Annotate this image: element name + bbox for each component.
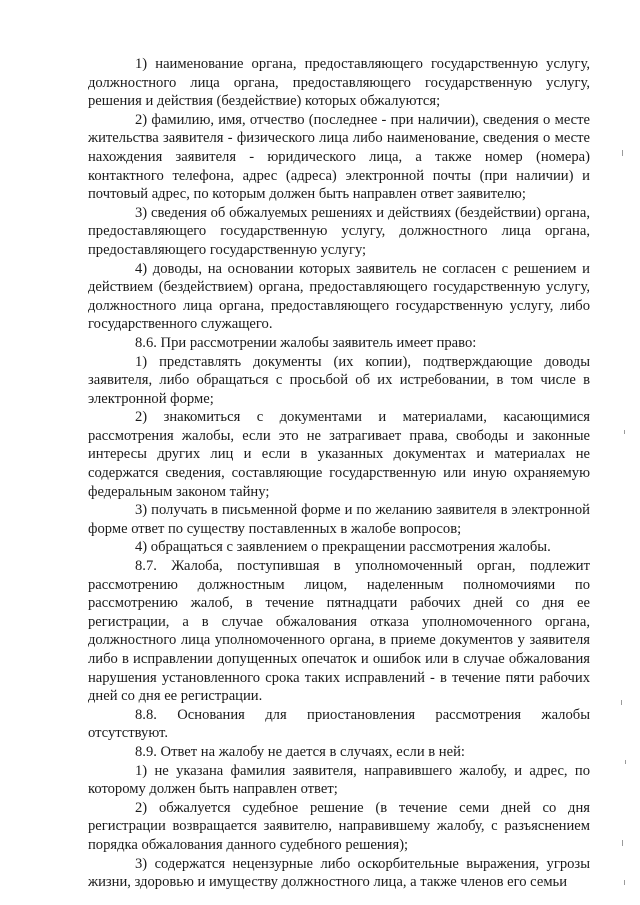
document-page [88, 55, 590, 892]
list-item-8-6-4: 4) обращаться с заявлением о прекращении рассмотрения жалобы. [135, 539, 551, 556]
section-8-6: 8.6. При рассмотрении жалобы заявитель имеет право: [135, 334, 477, 351]
section-8-7: 8.7. Жалоба, поступившая в уполномоченный орган, подлежит рассмотрению должностным лицом, наделенным полномочиями по рассмотрению жалоб, в течение пятнадцати рабочих дней со дня ее регистрации, а в случае обжалования отказа уполномоченного органа, должностного лица уполномоченного органа, в приеме документов у заявителя либо в исправлении допущенных опечаток и ошибок или в случае обжалования нарушения установленного срока таких исправлений - в течение пяти рабочих дней со дня ее регистрации. [88, 558, 590, 705]
list-item-8-9-2: 2) обжалуется судебное решение (в течение семи дней со дня регистрации возвращается заявителю, направившему жалобу, с разъяснением порядка обжалования данного судебного решения); [88, 799, 590, 853]
list-item-3-appealed-decisions: 3) сведения об обжалуемых решениях и действиях (бездействии) органа, предоставляющего государственную услугу, должностного лица органа, предоставляющего государственную услугу; [88, 204, 590, 258]
list-item-8-6-3: 3) получать в письменной форме и по желанию заявителя в электронной форме ответ по существу поставленных в жалобе вопросов; [88, 502, 590, 537]
scan-artifact [625, 760, 626, 764]
section-8-9: 8.9. Ответ на жалобу не дается в случаях, если в ней: [135, 743, 465, 760]
list-item-1-authority-name: 1) наименование органа, предоставляющего государственную услугу, должностного лица органа, предоставляющего государственную услугу, решения и действия (бездействие) которых обжалуются; [88, 56, 590, 110]
scan-artifact [622, 150, 623, 156]
scan-artifact [624, 880, 625, 885]
list-item-4-arguments: 4) доводы, на основании которых заявитель не согласен с решением и действием (бездействием) органа, предоставляющего государственную услугу, должностного лица органа, предоставляющего государственную услугу, либо государственного служащего. [88, 260, 590, 333]
list-item-8-9-3: 3) содержатся нецензурные либо оскорбительные выражения, угрозы жизни, здоровью и имуществу должностного лица, а также членов его семьи [88, 855, 590, 891]
scan-artifact [621, 700, 622, 705]
section-8-8: 8.8. Основания для приостановления рассмотрения жалобы отсутствуют. [88, 706, 590, 742]
scan-artifact [624, 430, 625, 434]
list-item-8-6-2: 2) знакомиться с документами и материалами, касающимися рассмотрения жалобы, если это не затрагивает права, свободы и законные интересы других лиц и если в указанных документах и материалах не содержатся сведения, составляющие государственную или иную охраняемую федеральным законом тайну; [88, 409, 590, 500]
list-item-8-6-1: 1) представлять документы (их копии), подтверждающие доводы заявителя, либо обращаться с просьбой об их истребовании, в том числе в электронной форме; [88, 353, 590, 407]
list-item-8-9-1: 1) не указана фамилия заявителя, направившего жалобу, и адрес, по которому должен быть направлен ответ; [88, 762, 590, 798]
list-item-2-applicant-details: 2) фамилию, имя, отчество (последнее - при наличии), сведения о месте жительства заявителя - физического лица либо наименование, сведения о месте нахождения заявителя - юридического лица, а также номер (номера) контактного телефона, адрес (адреса) электронной почты (при наличии) и почтовый адрес, по которым должен быть направлен ответ заявителю; [88, 111, 590, 203]
scan-artifact [622, 840, 623, 846]
